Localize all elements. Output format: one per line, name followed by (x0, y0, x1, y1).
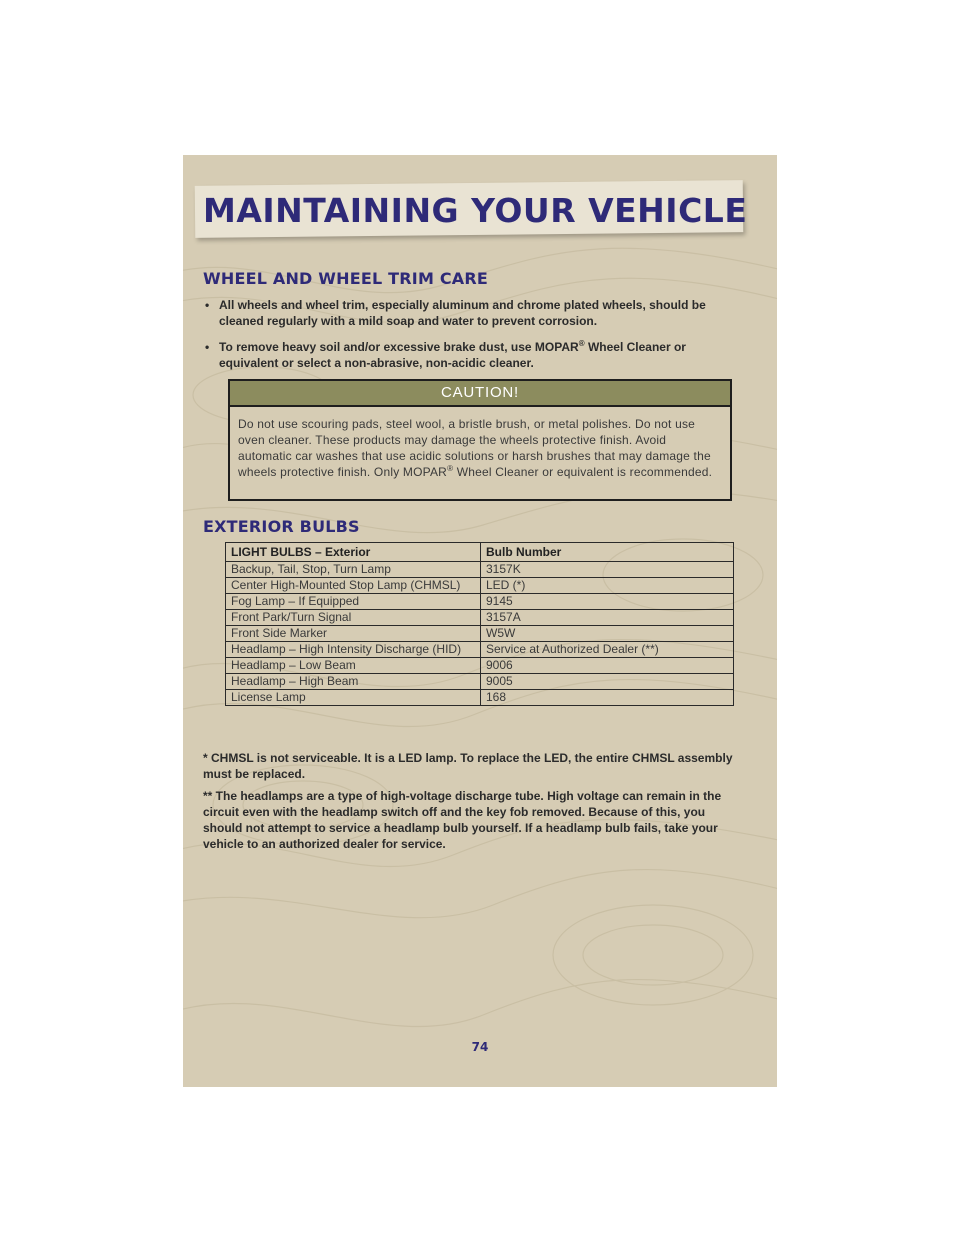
table-row (226, 594, 734, 610)
chmsl-footnote: * CHMSL is not serviceable. It is a LED lamp. To replace the LED, the entire CHMSL assembly must be replaced. (203, 751, 733, 781)
table-row (226, 642, 734, 658)
bulb-location: Backup, Tail, Stop, Turn Lamp (226, 562, 481, 578)
bulb-location: Headlamp – High Intensity Discharge (HID) (226, 642, 481, 658)
bulb-location: Headlamp – Low Beam (226, 658, 481, 674)
caution-text-end: Wheel Cleaner or equivalent is recommended. (453, 465, 713, 479)
bulb-number: 9005 (481, 674, 734, 690)
table-row (226, 658, 734, 674)
bulb-location: License Lamp (226, 690, 481, 706)
bulb-number: 3157K (481, 562, 734, 578)
bulb-location: Front Park/Turn Signal (226, 610, 481, 626)
bulb-number: 168 (481, 690, 734, 706)
caution-text (230, 407, 730, 480)
bullet-text: All wheels and wheel trim, especially aluminum and chrome plated wheels, should be cleaned regularly with a mild soap and water to prevent corrosion. (219, 298, 706, 328)
registered-mark: ® (447, 464, 454, 473)
exterior-bulbs-table (225, 542, 734, 706)
wheel-section-heading: WHEEL AND WHEEL TRIM CARE (203, 269, 489, 288)
table-header-row (226, 543, 734, 562)
bulb-location: Front Side Marker (226, 626, 481, 642)
registered-mark: ® (578, 339, 585, 348)
wheel-care-list (203, 297, 743, 381)
table-row (226, 610, 734, 626)
bulb-number: 3157A (481, 610, 734, 626)
manual-page (183, 155, 777, 1087)
caution-box (228, 379, 732, 501)
bullet-text-continued: Wheel Cleaner or equivalent or select a non-abrasive, non-acidic cleaner. (219, 340, 686, 370)
bulb-location: Center High-Mounted Stop Lamp (CHMSL) (226, 578, 481, 594)
bullet-icon: • (205, 298, 210, 312)
table-row (226, 626, 734, 642)
list-item (203, 297, 743, 329)
bulb-location: Fog Lamp – If Equipped (226, 594, 481, 610)
bulb-number: 9145 (481, 594, 734, 610)
caution-text-main: Do not use scouring pads, steel wool, a bristle brush, or metal polishes. Do not use oven cleaner. These products may damage the wheels protective finish. Avoid automatic car washes that use acidic solutions or harsh brushes that may damage the wheels protective finish. Only MOPAR (238, 417, 711, 479)
column-header-bulb-number: Bulb Number (481, 543, 734, 562)
table-row (226, 690, 734, 706)
bulbs-section-heading: EXTERIOR BULBS (203, 517, 360, 536)
page-number: 74 (471, 1040, 489, 1054)
bullet-text: To remove heavy soil and/or excessive brake dust, use MOPAR (219, 340, 579, 354)
page-title: MAINTAINING YOUR VEHICLE (203, 191, 748, 230)
bulb-number: Service at Authorized Dealer (**) (481, 642, 734, 658)
bulb-location: Headlamp – High Beam (226, 674, 481, 690)
hid-footnote: ** The headlamps are a type of high-voltage discharge tube. High voltage can remain in the circuit even with the headlamp switch off and the key fob removed. Because of this, you should not attempt to service a headlamp bulb yourself. If a headlamp bulb fails, take your vehicle to an authorized dealer for service. (203, 789, 722, 851)
caution-title: CAUTION! (230, 381, 730, 407)
table-row (226, 578, 734, 594)
bulb-number: 9006 (481, 658, 734, 674)
list-item (203, 339, 743, 371)
table-row (226, 562, 734, 578)
table-row (226, 674, 734, 690)
column-header-light-bulbs: LIGHT BULBS – Exterior (226, 543, 481, 562)
bulb-number: LED (*) (481, 578, 734, 594)
bullet-icon: • (205, 340, 210, 354)
bulb-number: W5W (481, 626, 734, 642)
